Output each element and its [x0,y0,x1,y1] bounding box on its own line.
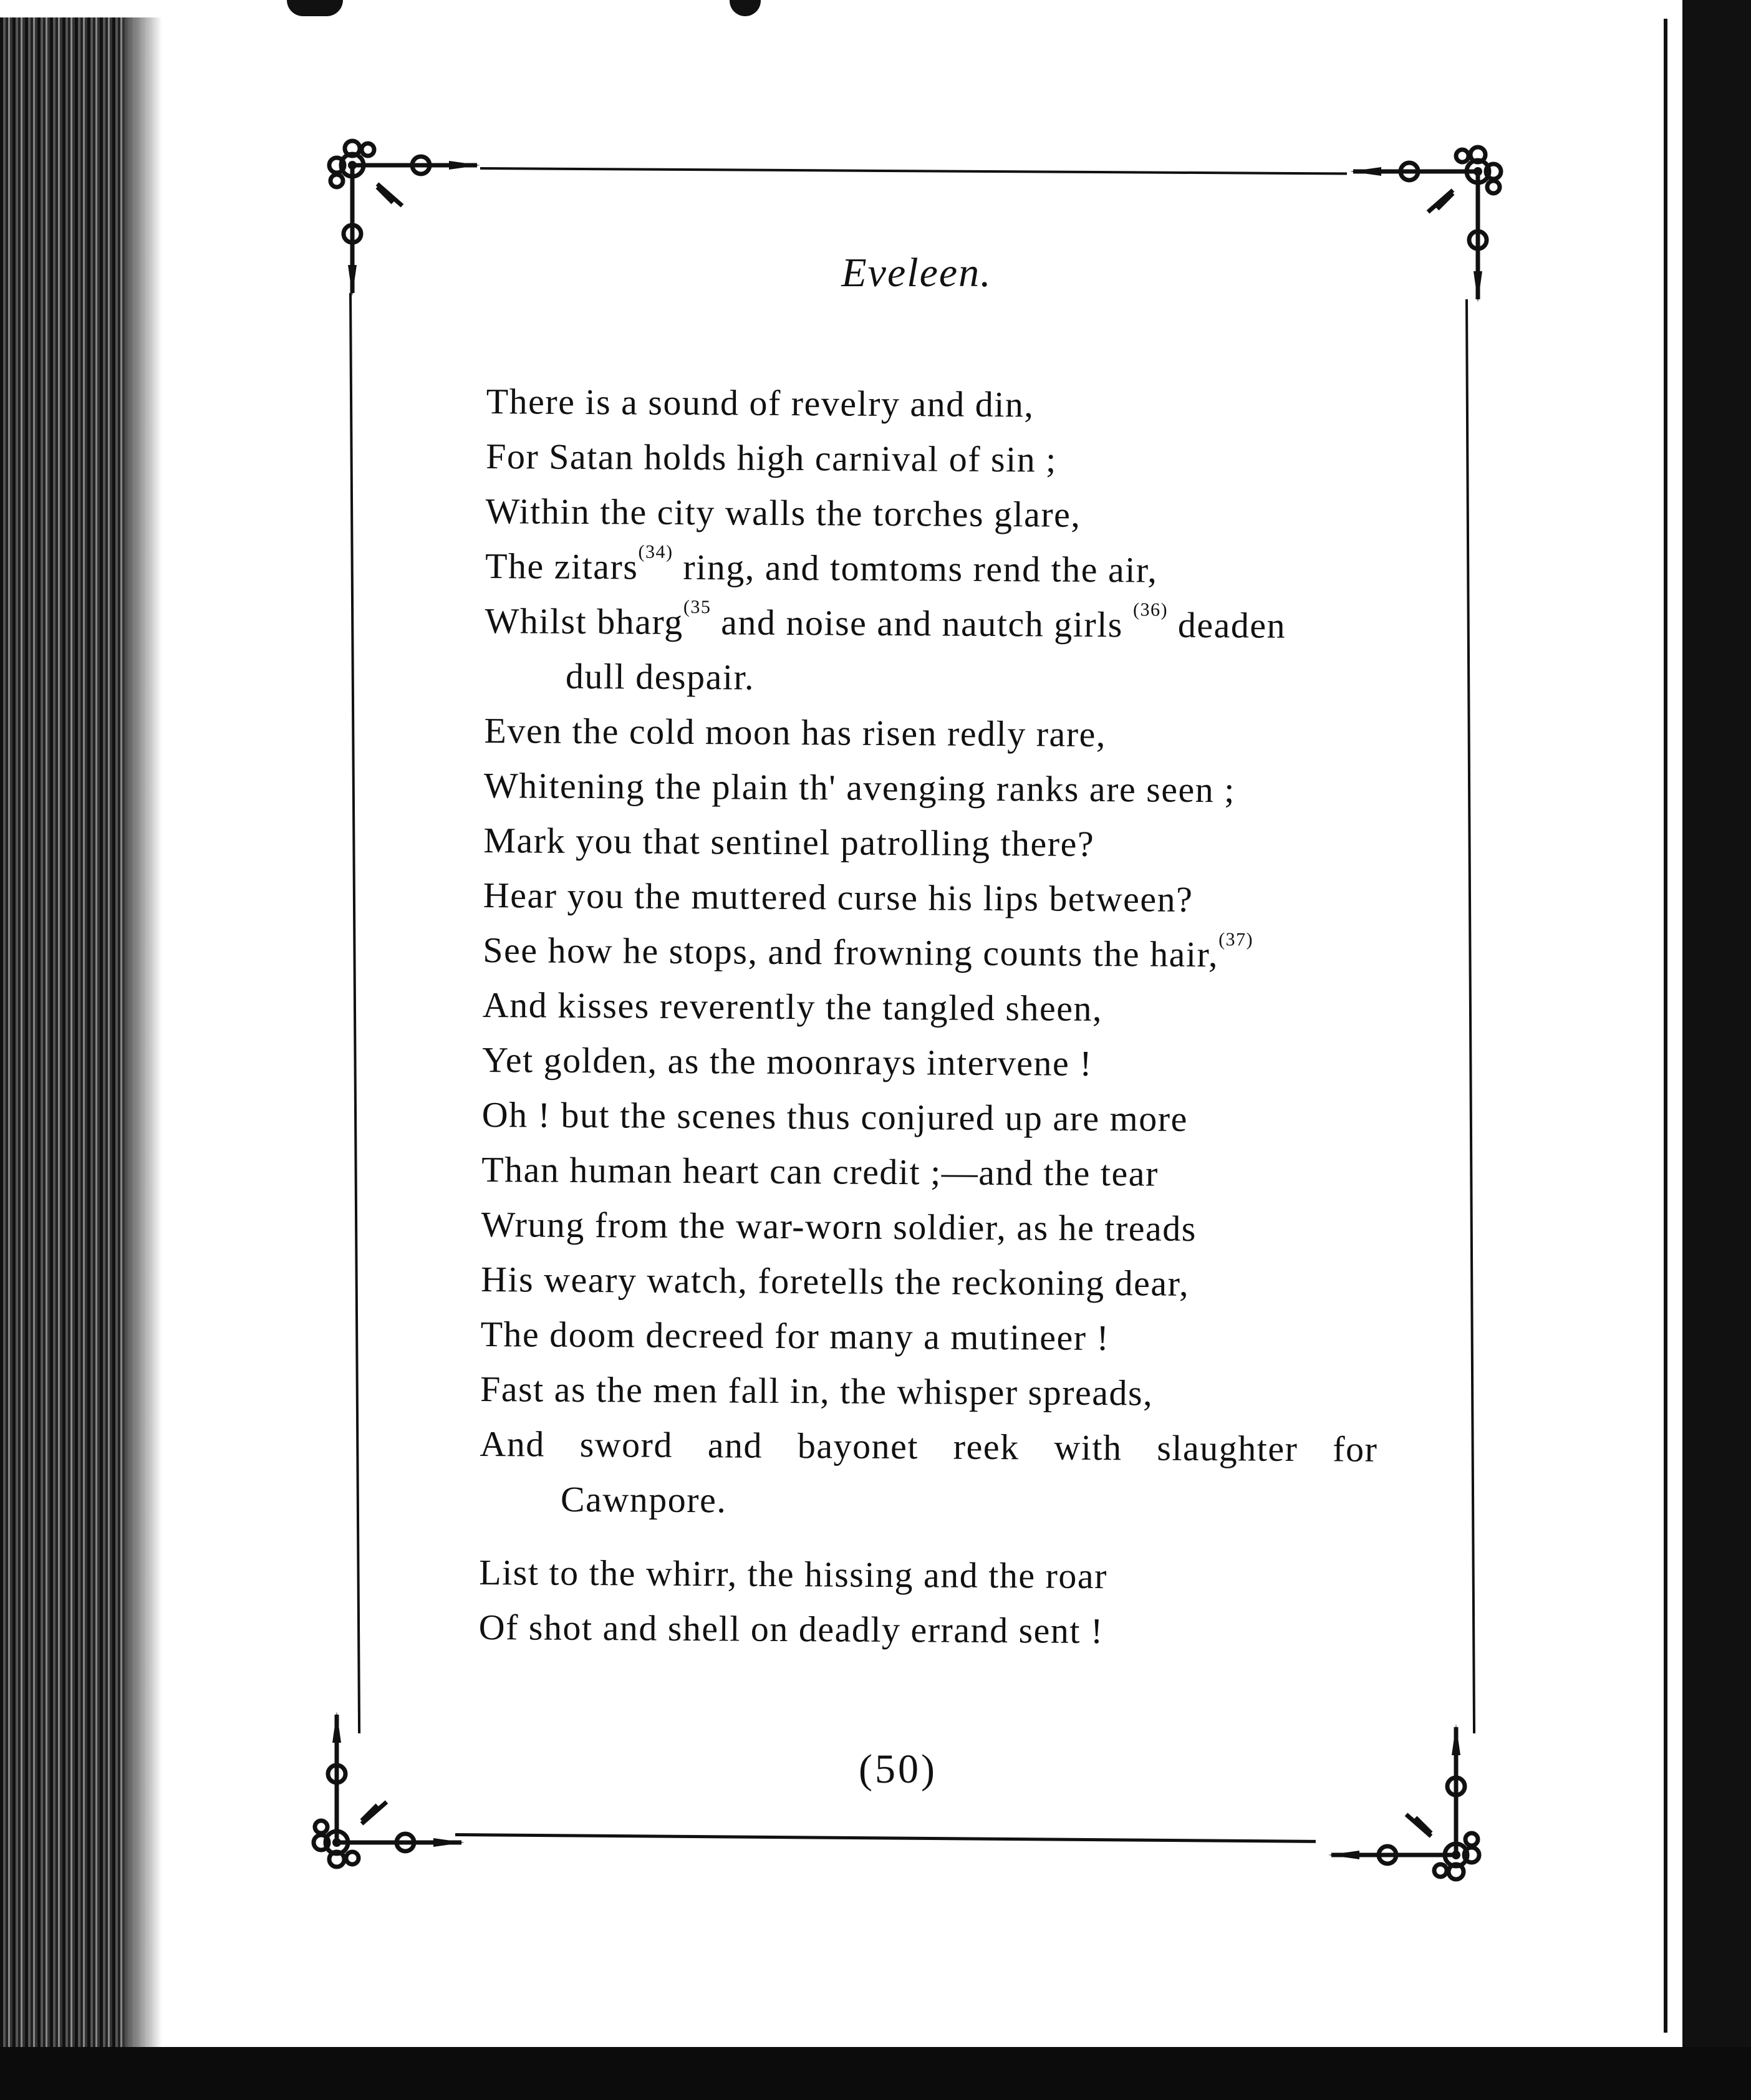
poem-line: For Satan holds high carnival of sin ; [485,435,1058,480]
line-text: The zitars [485,545,639,587]
poem-line-justified [480,1417,1378,1477]
bottom-edge [0,2047,1751,2100]
footnote-ref: (34) [638,541,673,562]
footnote-ref: (36) [1132,599,1169,620]
corner-ornament-top-left [309,125,490,306]
poem-line: Even the cold moon has risen redly rare, [484,710,1107,755]
top-edge [0,0,1751,17]
poem-line: And kisses reverently the tangled sheen, [482,984,1103,1029]
poem-line: List to the whirr, the hissing and the roar [479,1551,1108,1597]
poem-line: Of shot and shell on deadly errand sent ! [478,1606,1104,1652]
word: slaughter [1157,1427,1298,1469]
word: bayonet [797,1425,919,1467]
line-text: Whilst bharg [485,600,683,642]
poem-title: Eveleen. [841,250,992,296]
poem-line: Than human heart can credit ;—and the tear [481,1149,1159,1194]
frame-left-rule [349,293,360,1733]
poem-line-continuation: Cawnpore. [560,1478,727,1521]
footnote-ref: (35 [683,596,711,618]
poem-line-continuation: dull despair. [565,655,755,698]
poem-line: Wrung from the war-worn soldier, as he treads [481,1203,1197,1249]
line-text: ring, and tomtoms rend the air, [673,546,1158,590]
line-text: and noise and nautch girls [711,602,1134,645]
poem-line: Fast as the men fall in, the whisper spreads, [480,1368,1154,1414]
page-number: (50) [859,1746,937,1792]
word: for [1333,1428,1378,1470]
frame-top-rule [480,167,1347,175]
facing-page-edge [1657,0,1751,2100]
word: reek [953,1426,1020,1468]
corner-ornament-top-right [1341,131,1522,312]
word: and [707,1425,763,1466]
poem-line: His weary watch, foretells the reckoning dear, [480,1258,1190,1304]
corner-ornament-bottom-left [293,1702,474,1883]
frame-bottom-rule [455,1833,1316,1843]
poem-line: Oh ! but the scenes thus conjured up are more [481,1094,1189,1139]
line-text: deaden [1167,604,1286,646]
poem-line: Yet golden, as the moonrays intervene ! [482,1039,1093,1084]
poem-line: Within the city walls the torches glare, [485,490,1081,535]
poem-line: There is a sound of revelry and din, [486,380,1035,425]
spine-shadow [125,0,162,2100]
line-text: See how he stops, and frowning counts the hair, [483,929,1219,975]
poem-line: The doom decreed for many a mutineer ! [480,1313,1110,1359]
corner-ornament-bottom-right [1319,1715,1500,1895]
poem-line: Mark you that sentinel patrolling there? [483,819,1095,864]
poem-line [485,594,1383,654]
word: And [480,1423,546,1465]
footnote-ref: (37) [1218,929,1254,950]
word: sword [579,1423,673,1465]
poem-line [485,539,1384,599]
poem-line: Hear you the muttered curse his lips between? [483,874,1194,920]
poem-line [483,923,1381,983]
word: with [1054,1427,1122,1468]
poem-body [478,374,1384,1660]
poem-line: Whitening the plain th' avenging ranks are seen ; [483,764,1236,811]
frame-right-rule [1465,299,1475,1733]
